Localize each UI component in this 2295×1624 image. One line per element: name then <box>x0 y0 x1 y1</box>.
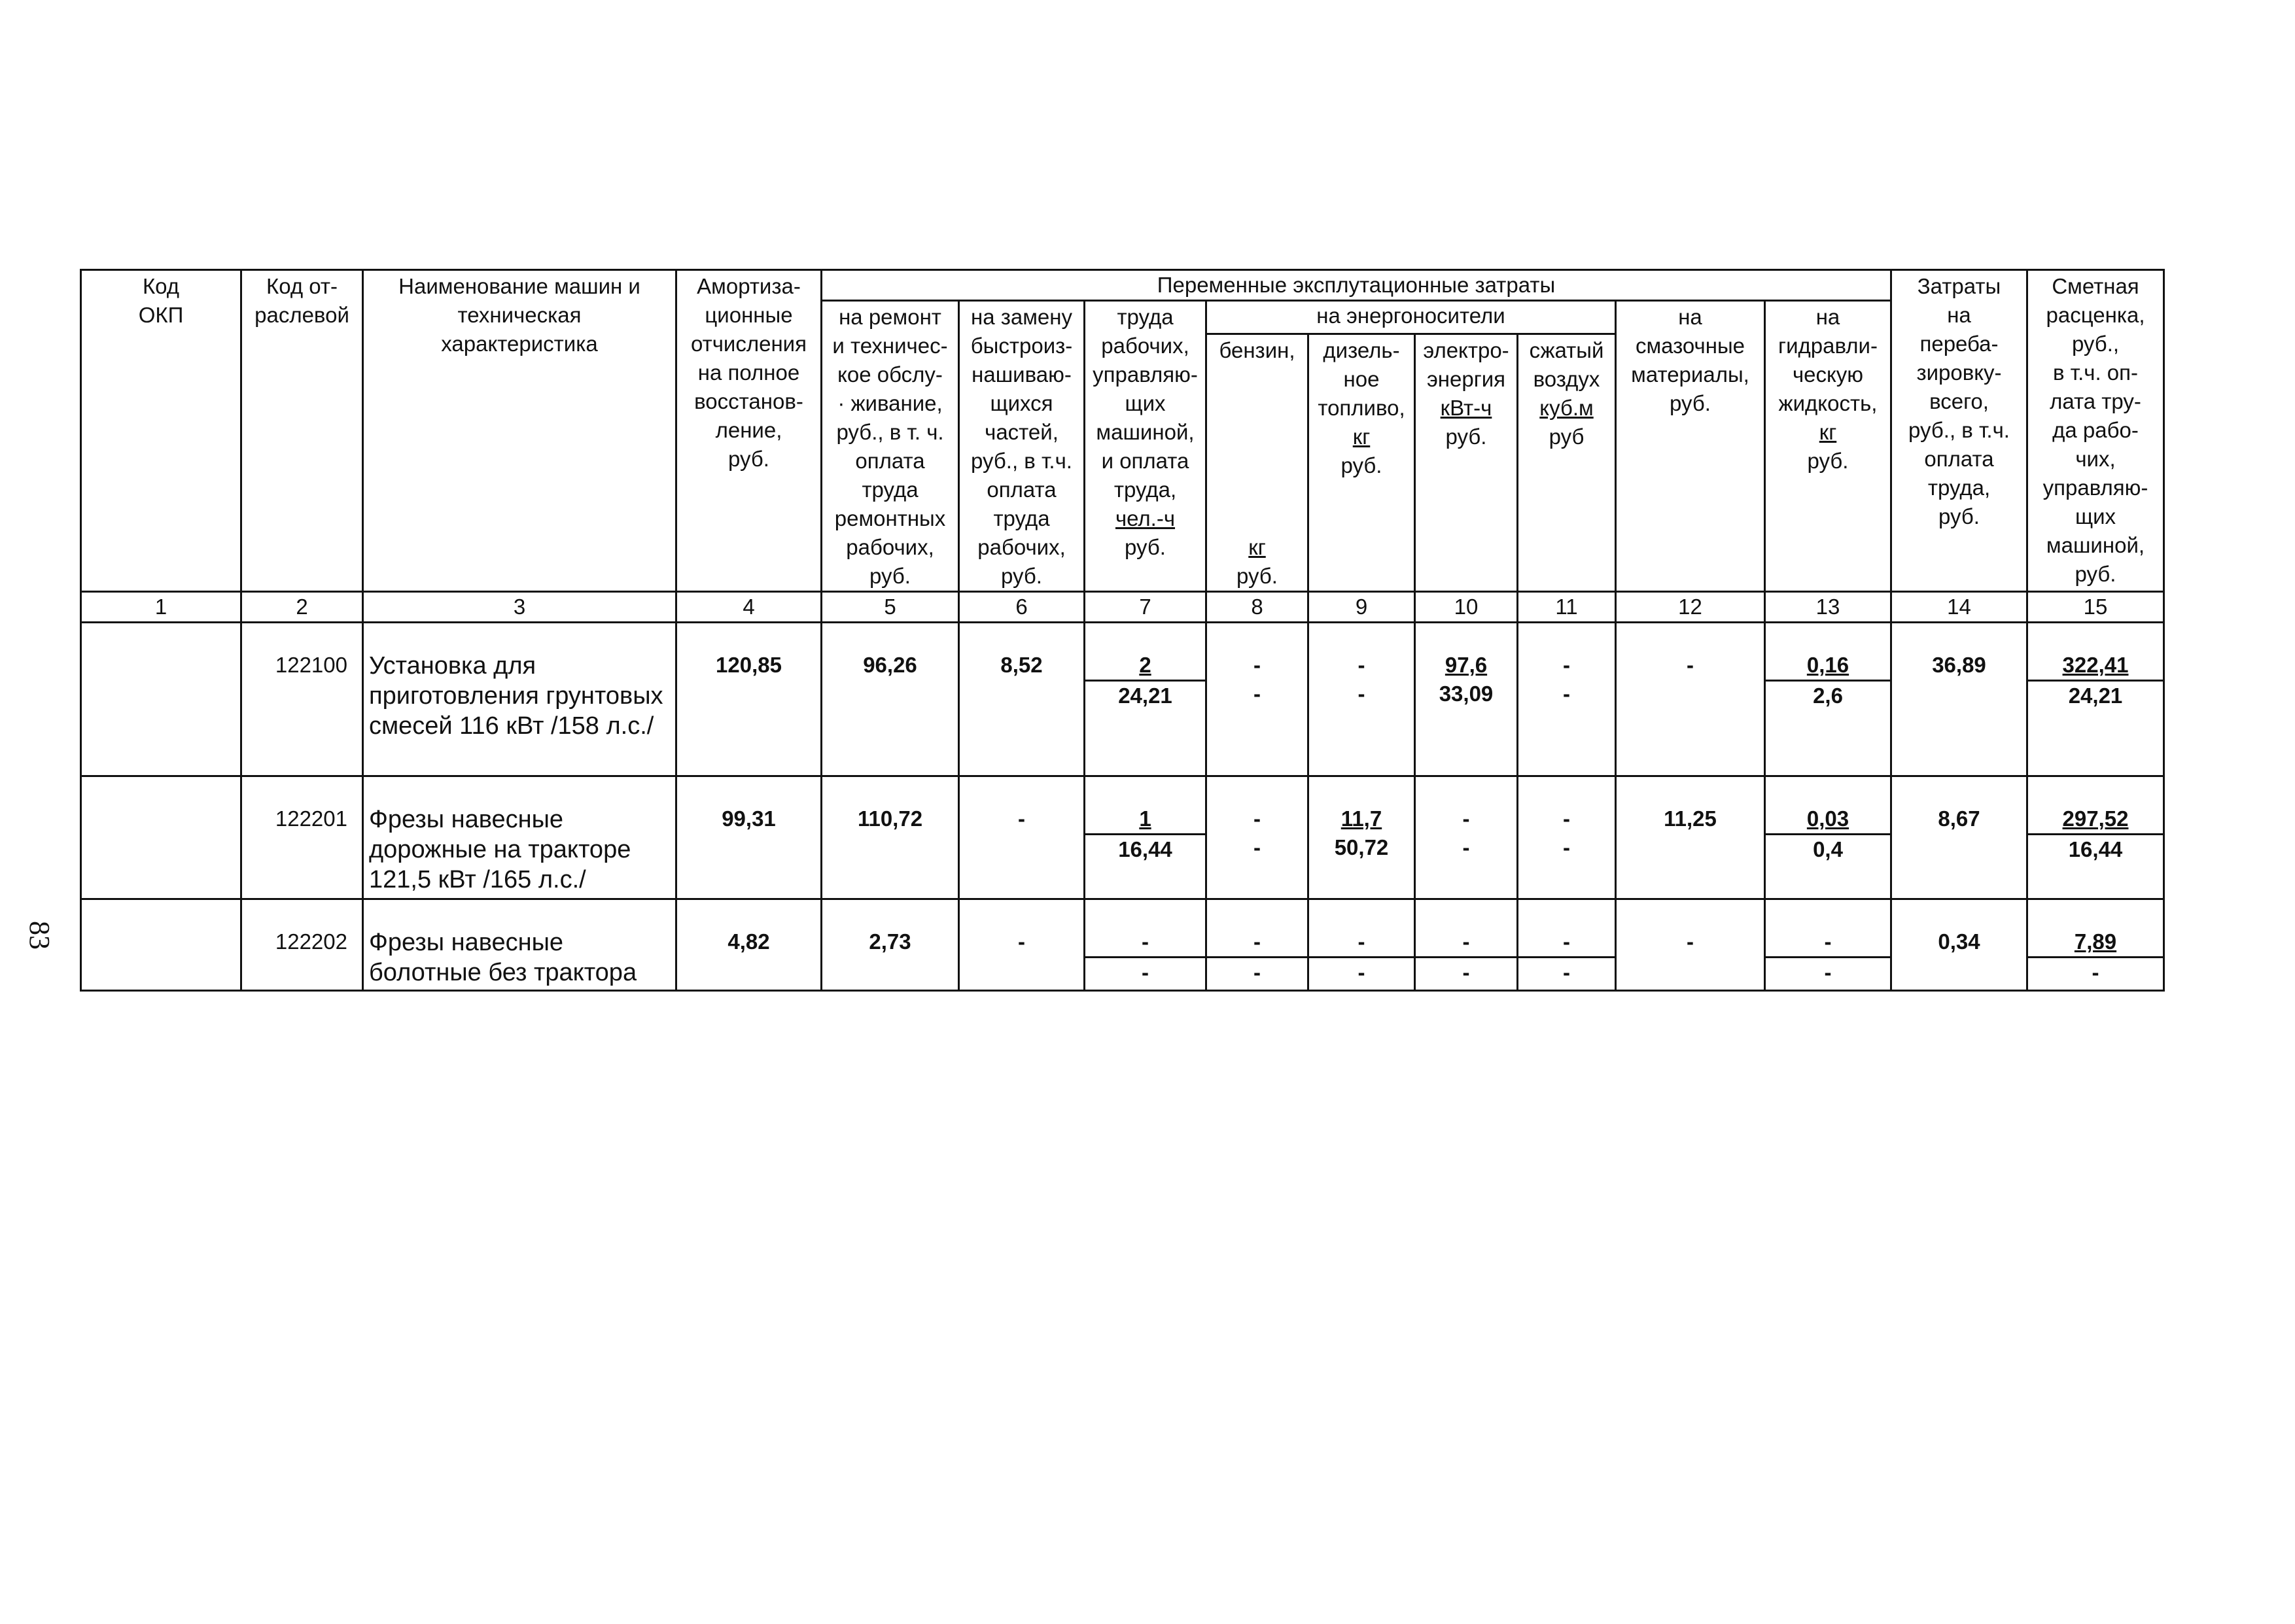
column-number: 4 <box>676 592 822 623</box>
lubricants-cell: - <box>1616 899 1765 991</box>
okp-code-cell <box>81 899 241 991</box>
header-variable-costs: Переменные эксплутационные затраты <box>822 270 1891 301</box>
parts-cell: - <box>959 776 1085 899</box>
branch-code-cell: 122202 <box>241 899 363 991</box>
column-number: 5 <box>822 592 959 623</box>
column-number: 12 <box>1616 592 1765 623</box>
amortization-cell: 99,31 <box>676 776 822 899</box>
transfer-cell: 0,34 <box>1891 899 2027 991</box>
labor-cell: 2 24,21 <box>1085 623 1206 776</box>
header-lubricants: на смазочные материалы, руб. <box>1616 301 1765 592</box>
branch-code-cell: 122100 <box>241 623 363 776</box>
table-row <box>81 899 2164 991</box>
column-number: 10 <box>1415 592 1518 623</box>
table-row <box>81 776 2164 899</box>
labor-cell: 1 16,44 <box>1085 776 1206 899</box>
estimated-rate-cell: 7,89 - <box>2027 899 2164 991</box>
petrol-cell: - - <box>1206 623 1308 776</box>
branch-code-cell: 122201 <box>241 776 363 899</box>
electricity-cell: 97,6 33,09 <box>1415 623 1518 776</box>
estimated-rate-cell: 322,41 24,21 <box>2027 623 2164 776</box>
column-number: 7 <box>1085 592 1206 623</box>
header-estimated-rate: Сметная расценка, руб., в т.ч. оп- лата тру- да рабо- чих, управляю- щих машиной, руб. <box>2027 270 2164 592</box>
machine-cost-table <box>80 269 2165 992</box>
header-hydraulic: на гидравли- ческую жидкость, кг руб. <box>1765 301 1891 592</box>
repair-cell: 110,72 <box>822 776 959 899</box>
header-energy: на энергоносители <box>1206 301 1616 334</box>
diesel-cell: - - <box>1308 899 1415 991</box>
amortization-cell: 4,82 <box>676 899 822 991</box>
machine-name-cell: Установка для приготовления грунтовых смесей 116 кВт /158 л.с./ <box>363 623 676 776</box>
column-number: 6 <box>959 592 1085 623</box>
column-number: 15 <box>2027 592 2164 623</box>
labor-cell: - - <box>1085 899 1206 991</box>
header-diesel: дизель- ное топливо, кг руб. <box>1308 334 1415 591</box>
okp-code-cell <box>81 776 241 899</box>
lubricants-cell: 11,25 <box>1616 776 1765 899</box>
column-number: 1 <box>81 592 241 623</box>
header-petrol: бензин, кг руб. <box>1206 334 1308 591</box>
header-amortization: Амортиза- ционные отчисления на полное восстанов- ление, руб. <box>676 270 822 592</box>
column-number: 14 <box>1891 592 2027 623</box>
estimated-rate-cell: 297,52 16,44 <box>2027 776 2164 899</box>
column-number: 11 <box>1518 592 1616 623</box>
header-machine-name: Наименование машин и техническая характеристика <box>363 270 676 592</box>
hydraulic-cell: 0,16 2,6 <box>1765 623 1891 776</box>
compressed-air-cell: - - <box>1518 623 1616 776</box>
transfer-cell: 8,67 <box>1891 776 2027 899</box>
diesel-cell: - - <box>1308 623 1415 776</box>
header-compressed-air: сжатый воздух куб.м руб <box>1518 334 1616 591</box>
header-labor: труда рабочих, управляю- щих машиной, и оплата труда, чел.-ч руб. <box>1085 301 1206 592</box>
amortization-cell: 120,85 <box>676 623 822 776</box>
transfer-cell: 36,89 <box>1891 623 2027 776</box>
column-number: 8 <box>1206 592 1308 623</box>
petrol-cell: - - <box>1206 776 1308 899</box>
machine-name-cell: Фрезы навесные болотные без трактора <box>363 899 676 991</box>
compressed-air-cell: - - <box>1518 776 1616 899</box>
parts-cell: 8,52 <box>959 623 1085 776</box>
column-number-row <box>81 592 2164 623</box>
compressed-air-cell: - - <box>1518 899 1616 991</box>
electricity-cell: - - <box>1415 899 1518 991</box>
hydraulic-cell: - - <box>1765 899 1891 991</box>
header-electricity: электро- энергия кВт-ч руб. <box>1415 334 1518 591</box>
diesel-cell: 11,7 50,72 <box>1308 776 1415 899</box>
header-okp: Код ОКП <box>81 270 241 592</box>
page-number: 83 <box>24 921 56 950</box>
electricity-cell: - - <box>1415 776 1518 899</box>
lubricants-cell: - <box>1616 623 1765 776</box>
table-row <box>81 623 2164 776</box>
header-row-1 <box>81 270 2164 301</box>
column-number: 3 <box>363 592 676 623</box>
okp-code-cell <box>81 623 241 776</box>
header-transfer-costs: Затраты на переба- зировку- всего, руб., в т.ч. оплата труда, руб. <box>1891 270 2027 592</box>
hydraulic-cell: 0,03 0,4 <box>1765 776 1891 899</box>
header-branch-code: Код от- раслевой <box>241 270 363 592</box>
repair-cell: 2,73 <box>822 899 959 991</box>
column-number: 2 <box>241 592 363 623</box>
petrol-cell: - - <box>1206 899 1308 991</box>
machine-name-cell: Фрезы навесные дорожные на тракторе 121,5 кВт /165 л.с./ <box>363 776 676 899</box>
header-parts: на замену быстроиз- нашиваю- щихся частей, руб., в т.ч. оплата труда рабочих, руб. <box>959 301 1085 592</box>
repair-cell: 96,26 <box>822 623 959 776</box>
column-number: 9 <box>1308 592 1415 623</box>
header-repair: на ремонт и техничес- кое обслу- · живание, руб., в т. ч. оплата труда ремонтных рабочих, руб. <box>822 301 959 592</box>
column-number: 13 <box>1765 592 1891 623</box>
parts-cell: - <box>959 899 1085 991</box>
